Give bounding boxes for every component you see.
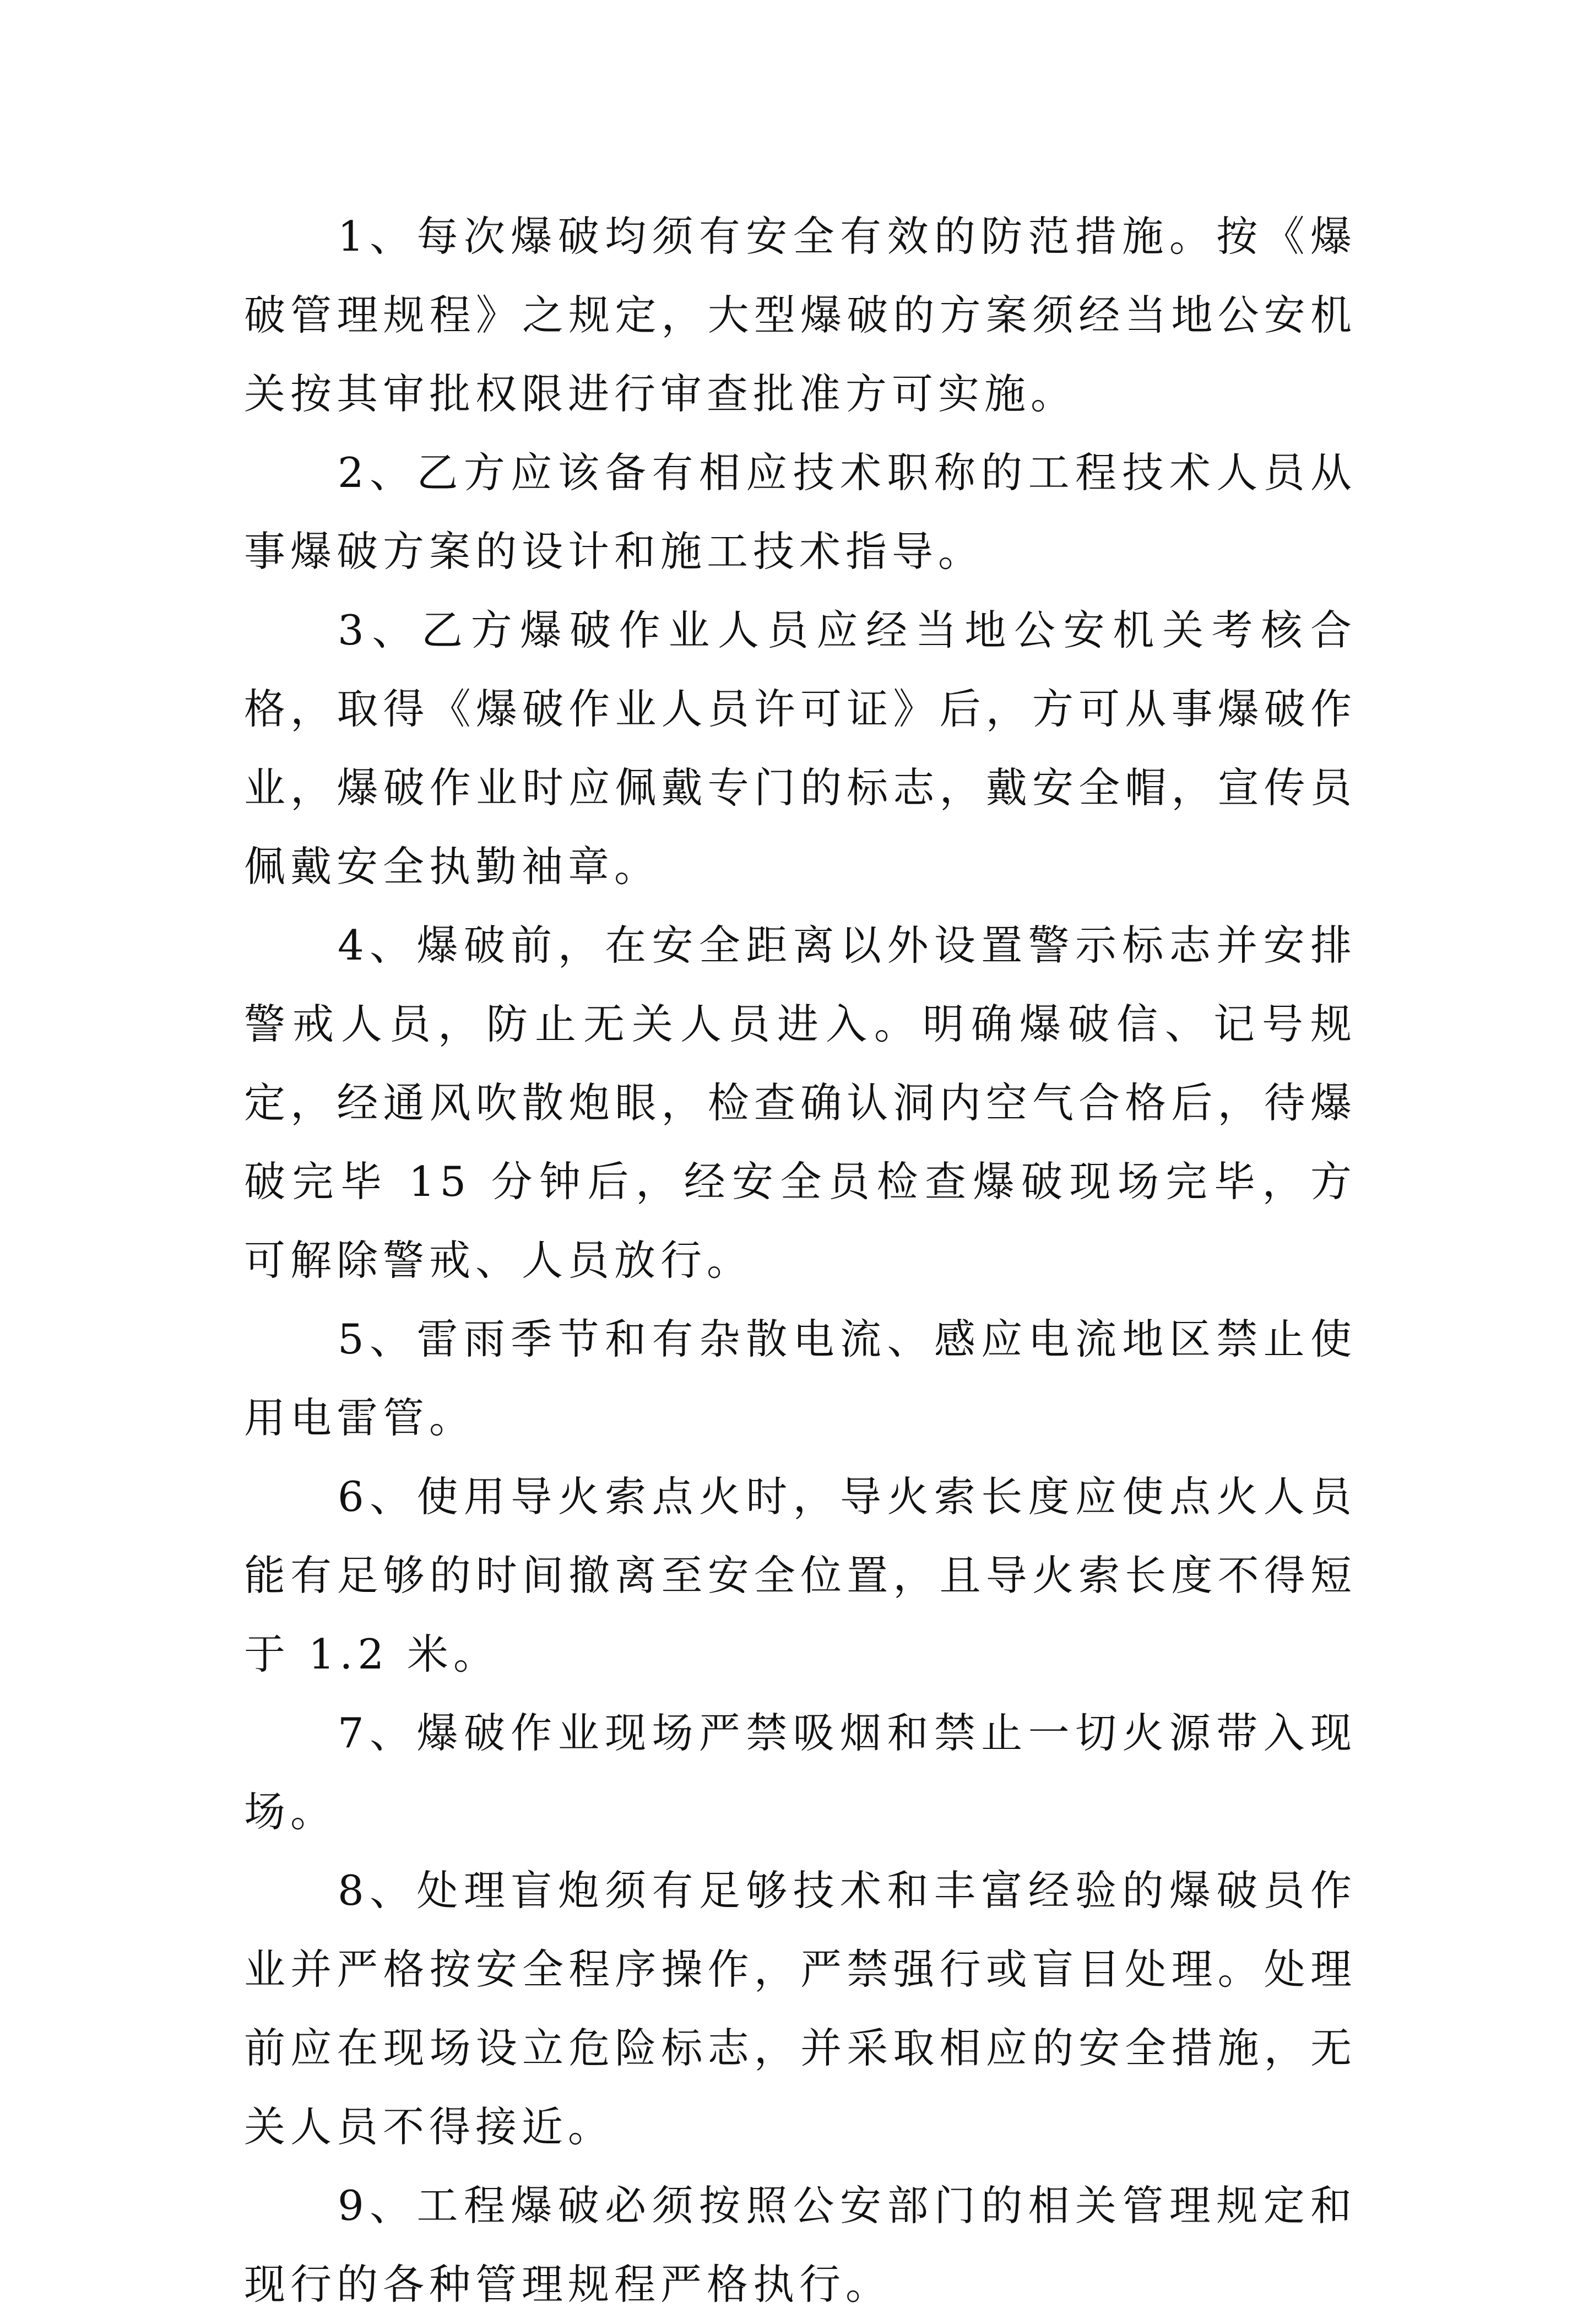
paragraph-9: 9、工程爆破必须按照公安部门的相关管理规定和现行的各种管理规程严格执行。	[244, 2181, 1357, 2309]
paragraph-2: 2、乙方应该备有相应技术职称的工程技术人员从事爆破方案的设计和施工技术指导。	[244, 448, 1357, 576]
paragraph-3: 3、乙方爆破作业人员应经当地公安机关考核合格，取得《爆破作业人员许可证》后，方可从事爆破作业，爆破作业时应佩戴专门的标志，戴安全帽，宣传员佩戴安全执勤袖章。	[244, 606, 1357, 891]
paragraph-7: 7、爆破作业现场严禁吸烟和禁止一切火源带入现场。	[244, 1709, 1357, 1836]
document-body	[244, 197, 1357, 2324]
paragraph-6: 6、使用导火索点火时，导火索长度应使点火人员能有足够的时间撤离至安全位置，且导火索长度不得短于 1.2 米。	[244, 1472, 1357, 1678]
paragraph-4: 4、爆破前，在安全距离以外设置警示标志并安排警戒人员，防止无关人员进入。明确爆破信、记号规定，经通风吹散炮眼，检查确认洞内空气合格后，待爆破完毕 15 分钟后，经安全员检查爆破现场完毕，方可解除警戒、人员放行。	[244, 921, 1357, 1285]
paragraph-1: 1、每次爆破均须有安全有效的防范措施。按《爆破管理规程》之规定，大型爆破的方案须经当地公安机关按其审批权限进行审查批准方可实施。	[244, 212, 1357, 418]
paragraph-8: 8、处理盲炮须有足够技术和丰富经验的爆破员作业并严格按安全程序操作，严禁强行或盲目处理。处理前应在现场设立危险标志，并采取相应的安全措施，无关人员不得接近。	[244, 1866, 1357, 2151]
paragraph-5: 5、雷雨季节和有杂散电流、感应电流地区禁止使用电雷管。	[244, 1315, 1357, 1442]
